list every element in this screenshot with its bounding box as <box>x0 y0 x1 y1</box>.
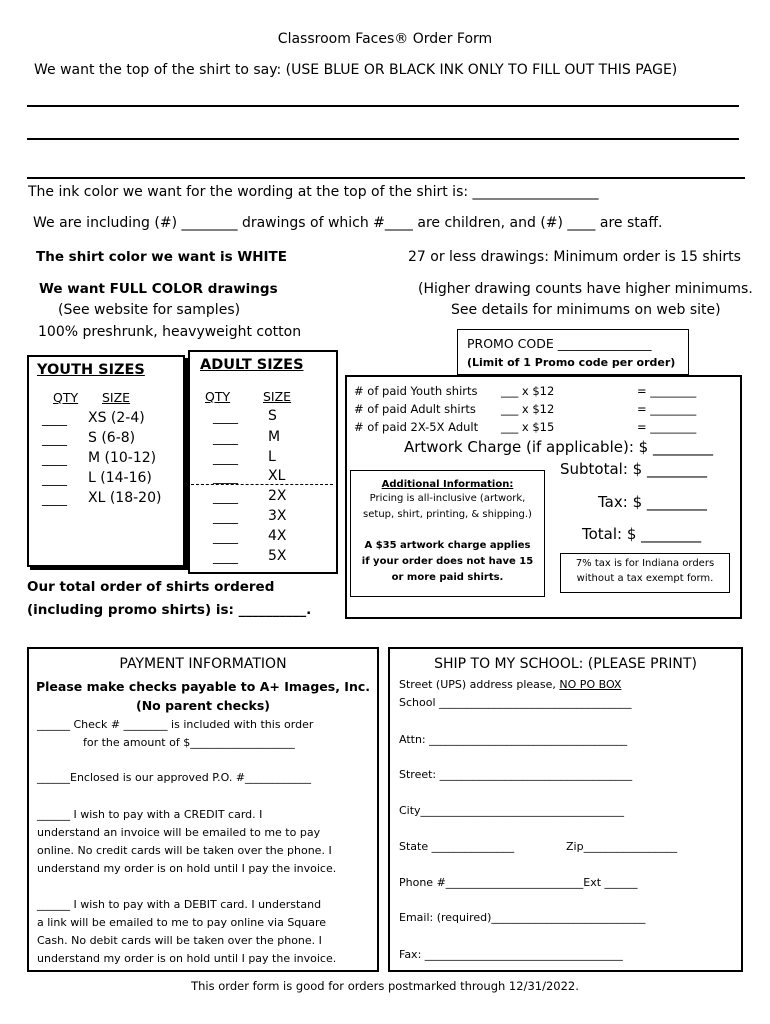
price-row-qty[interactable]: ___ x $15 <box>501 420 555 434</box>
price-row-qty[interactable]: ___ x $12 <box>501 402 555 416</box>
adult-sizes-title: ADULT SIZES <box>200 357 304 373</box>
price-row-result[interactable]: = ________ <box>637 402 697 416</box>
adult-size-label: 2X <box>268 488 287 504</box>
credit-option-text: understand an invoice will be emailed to me to pay <box>37 826 321 839</box>
adult-size-label: 3X <box>268 508 287 524</box>
adult-qty-input[interactable]: ____ <box>213 430 238 445</box>
adult-dashed-divider <box>191 484 333 485</box>
drawings-count-line[interactable]: We are including (#) ________ drawings of which #____ are children, and (#) ____ are staff. <box>33 215 663 231</box>
price-row-label: # of paid Youth shirts <box>354 384 478 398</box>
adult-qty-input[interactable]: ____ <box>213 489 238 504</box>
adult-size-label: 5X <box>268 548 287 564</box>
debit-option-text: a link will be emailed to me to pay online via Square <box>37 916 327 929</box>
adult-qty-input[interactable]: ____ <box>213 469 238 484</box>
debit-option-text: understand my order is on hold until I pay the invoice. <box>37 952 337 965</box>
payment-info-title: PAYMENT INFORMATION <box>119 656 287 672</box>
youth-qty-input[interactable]: ____ <box>42 451 67 466</box>
see-details-note: See details for minimums on web site) <box>451 302 721 318</box>
adult-sizes-box <box>188 350 338 574</box>
artwork-charge-field[interactable]: Artwork Charge (if applicable): $ ________ <box>404 438 713 456</box>
top-wording-line-3[interactable] <box>27 177 745 179</box>
adult-size-label: XL <box>268 468 286 484</box>
total-order-label: Our total order of shirts ordered <box>27 579 275 595</box>
school-field[interactable]: School ___________________________________ <box>399 696 632 709</box>
tax-note: without a tax exempt form. <box>576 573 714 584</box>
artwork-charge-note: A $35 artwork charge applies <box>364 540 531 551</box>
fax-field[interactable]: Fax: ____________________________________ <box>399 948 623 961</box>
artwork-charge-note: or more paid shirts. <box>391 572 504 583</box>
email-field[interactable]: Email: (required)____________________________ <box>399 911 646 924</box>
top-wording-line-1[interactable] <box>27 105 739 107</box>
adult-qty-header: QTY <box>205 389 231 404</box>
youth-sizes-title: YOUTH SIZES <box>37 362 145 378</box>
attn-field[interactable]: Attn: ____________________________________ <box>399 733 628 746</box>
adult-qty-input[interactable]: ____ <box>213 529 238 544</box>
adult-qty-input[interactable]: ____ <box>213 450 238 465</box>
top-wording-prompt: We want the top of the shirt to say: (USE BLUE OR BLACK INK ONLY TO FILL OUT THIS PAGE) <box>34 62 678 78</box>
youth-qty-input[interactable]: ____ <box>42 491 67 506</box>
total-field[interactable]: Total: $ ________ <box>582 525 702 543</box>
total-order-field[interactable]: (including promo shirts) is: __________. <box>27 602 312 618</box>
adult-qty-input[interactable]: ____ <box>213 409 238 424</box>
additional-info-line: Pricing is all-inclusive (artwork, <box>369 493 526 504</box>
street-field[interactable]: Street: ___________________________________ <box>399 768 633 781</box>
ink-color-line[interactable]: The ink color we want for the wording at the top of the shirt is: __________________ <box>28 184 599 200</box>
adult-size-label: L <box>268 449 276 465</box>
no-parent-checks-note: (No parent checks) <box>135 698 271 713</box>
checks-payable-note: Please make checks payable to A+ Images, Inc. <box>35 679 371 694</box>
adult-size-header: SIZE <box>263 389 292 404</box>
price-row-label: # of paid 2X-5X Adult <box>354 420 479 434</box>
full-color-note: We want FULL COLOR drawings <box>39 281 278 297</box>
youth-qty-input[interactable]: ____ <box>42 431 67 446</box>
cotton-note: 100% preshrunk, heavyweight cotton <box>38 324 302 340</box>
street-note <box>399 678 621 691</box>
adult-qty-input[interactable]: ____ <box>213 509 238 524</box>
check-option[interactable]: ______ Check # ________ is included with this order <box>37 718 314 731</box>
adult-size-label: M <box>268 429 281 445</box>
footer-note: This order form is good for orders postmarked through 12/31/2022. <box>191 979 579 993</box>
debit-option[interactable]: ______ I wish to pay with a DEBIT card. I understand <box>37 898 322 911</box>
no-po-box-note: NO PO BOX <box>559 678 622 691</box>
higher-minimums-note: (Higher drawing counts have higher minimums. <box>418 281 753 297</box>
promo-limit-note: (Limit of 1 Promo code per order) <box>467 356 676 369</box>
shirt-color-note: The shirt color we want is WHITE <box>36 249 287 265</box>
youth-qty-input[interactable]: ____ <box>42 471 67 486</box>
additional-info-line: setup, shirt, printing, & shipping.) <box>363 509 532 520</box>
street-note-text: Street (UPS) address please, <box>399 678 556 691</box>
zip-field[interactable]: Zip_________________ <box>566 840 678 853</box>
adult-size-label: S <box>268 408 277 424</box>
check-amount-field[interactable]: for the amount of $___________________ <box>83 736 295 749</box>
youth-size-label: S (6-8) <box>88 430 136 446</box>
tax-field[interactable]: Tax: $ ________ <box>598 493 707 511</box>
tax-note: 7% tax is for Indiana orders <box>575 558 715 569</box>
price-row-result[interactable]: = ________ <box>637 420 697 434</box>
form-title: Classroom Faces® Order Form <box>277 31 493 47</box>
debit-option-text: Cash. No debit cards will be taken over the phone. I <box>37 934 322 947</box>
youth-size-label: XS (2-4) <box>88 410 145 426</box>
adult-qty-input[interactable]: ____ <box>213 549 238 564</box>
promo-code-field[interactable]: PROMO CODE _______________ <box>467 336 652 351</box>
po-option[interactable]: ______Enclosed is our approved P.O. #____________ <box>37 771 312 784</box>
price-row-label: # of paid Adult shirts <box>354 402 476 416</box>
adult-size-label: 4X <box>268 528 287 544</box>
see-samples-note: (See website for samples) <box>58 302 241 318</box>
subtotal-field[interactable]: Subtotal: $ ________ <box>560 460 707 478</box>
youth-size-label: XL (18-20) <box>88 490 162 506</box>
state-field[interactable]: State _______________ <box>399 840 515 853</box>
credit-option[interactable]: ______ I wish to pay with a CREDIT card. I <box>37 808 263 821</box>
youth-qty-header: QTY <box>53 390 79 405</box>
phone-field[interactable]: Phone #_________________________Ext ______ <box>399 876 638 889</box>
credit-option-text: understand my order is on hold until I pay the invoice. <box>37 862 337 875</box>
price-row-result[interactable]: = ________ <box>637 384 697 398</box>
youth-size-label: L (14-16) <box>88 470 152 486</box>
minimum-order-note: 27 or less drawings: Minimum order is 15 shirts <box>408 249 741 265</box>
price-row-qty[interactable]: ___ x $12 <box>501 384 555 398</box>
ship-to-title: SHIP TO MY SCHOOL: (PLEASE PRINT) <box>434 656 697 672</box>
additional-info-title: Additional Information: <box>381 479 514 490</box>
youth-size-header: SIZE <box>102 390 131 405</box>
top-wording-line-2[interactable] <box>27 138 739 140</box>
artwork-charge-note: if your order does not have 15 <box>361 556 534 567</box>
credit-option-text: online. No credit cards will be taken over the phone. I <box>37 844 332 857</box>
city-field[interactable]: City_____________________________________ <box>399 804 625 817</box>
youth-qty-input[interactable]: ____ <box>42 411 67 426</box>
youth-size-label: M (10-12) <box>88 450 157 466</box>
